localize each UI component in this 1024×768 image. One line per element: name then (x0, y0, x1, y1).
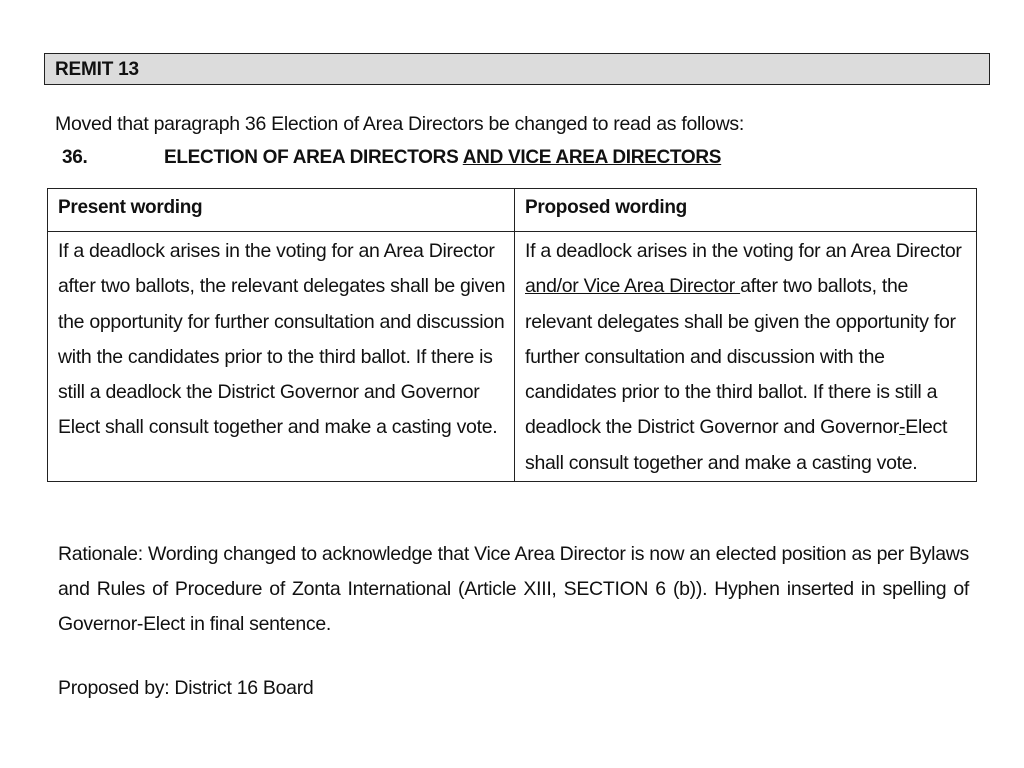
section-number: 36. (62, 147, 88, 168)
table-header-row (48, 189, 977, 232)
proposed-wording-cell (515, 232, 977, 482)
proposed-text-part1: If a deadlock arises in the voting for an Area Director (525, 240, 962, 262)
proposed-wording-header: Proposed wording (515, 189, 977, 232)
section-heading (62, 147, 721, 169)
table-row (48, 232, 977, 482)
section-title: ELECTION OF AREA DIRECTORS (164, 147, 459, 168)
present-wording-header: Present wording (48, 189, 515, 232)
motion-intro: Moved that paragraph 36 Election of Area Directors be changed to read as follows: (55, 113, 744, 135)
present-wording-cell: If a deadlock arises in the voting for an Area Director after two ballots, the relevant delegates shall be given the opportunity for further consultation and discussion with the candidates prior to the third ballot. If there is still a deadlock the District Governor and Governor Elect shall consult together and make a casting vote. (48, 232, 515, 482)
proposed-insertion-vice: and/or Vice Area Director (525, 275, 741, 298)
wording-comparison-table (47, 188, 977, 482)
proposed-by: Proposed by: District 16 Board (58, 677, 314, 699)
proposed-insertion-hyphen: - (899, 416, 906, 439)
proposed-text-part2: after two ballots, the relevant delegates shall be given the opportunity for further consultation and discussion with the candidates prior to the third ballot. If there is still a deadlock the District Governor and Governor (525, 275, 956, 439)
remit-header-box (44, 53, 990, 85)
rationale-paragraph: Rationale: Wording changed to acknowledge that Vice Area Director is now an elected position as per Bylaws and Rules of Procedure of Zonta International (Article XIII, SECTION 6 (b)). Hyphen inserted in spelling of Governor-Elect in final sentence. (58, 543, 969, 635)
section-title-insertion: AND VICE AREA DIRECTORS (462, 147, 722, 168)
proposed-text-part3: Elect shall consult together and make a casting vote. (525, 416, 948, 474)
remit-title: REMIT 13 (55, 59, 139, 80)
